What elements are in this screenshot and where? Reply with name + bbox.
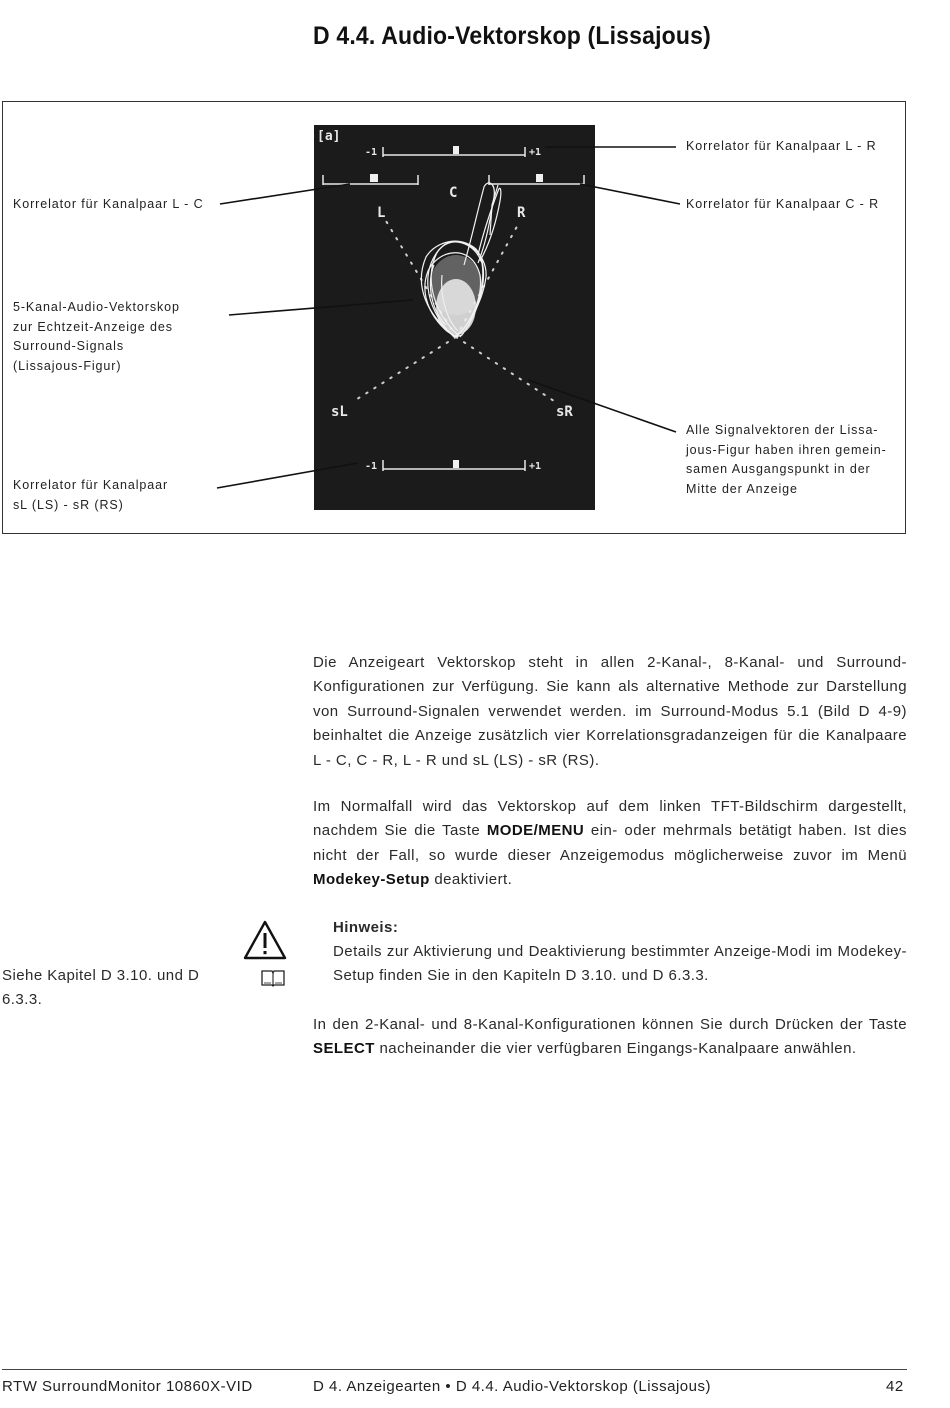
- callout-origin-line: jous-Figur haben ihren gemein-: [686, 442, 887, 457]
- note-text: Details zur Aktivierung und Deaktivierung bestimmter Anzeige-Modi im Modekey-Setup finden Sie in den Kapiteln D 3.10. und D 6.3.3.: [333, 943, 907, 985]
- lissajous-haze: [430, 255, 482, 315]
- callout-correlator-l-c: Korrelator für Kanalpaar L - C: [13, 197, 204, 211]
- channel-sr-label: sR: [556, 404, 573, 420]
- correlator-l-c-indicator: [370, 174, 378, 182]
- note-heading: [333, 916, 907, 940]
- paragraph-select-text: nacheinander die vier verfügbaren Eingangs-Kanalpaare anwählen.: [374, 1040, 857, 1058]
- paragraph-normal-case-text: deaktiviert.: [429, 871, 513, 889]
- channel-c-label: C: [449, 185, 458, 201]
- callout-vectorscope-line: Surround-Signals: [13, 339, 124, 353]
- callout-correlator-sl-sr: [13, 476, 168, 515]
- callout-origin-line: samen Ausgangspunkt in der: [686, 462, 871, 476]
- callout-vectorscope: [13, 298, 180, 376]
- corr-lr-minus-label: -1: [365, 147, 378, 158]
- paragraph-select-text: In den 2-Kanal- und 8-Kanal-Konfigurationen können Sie durch Drücken der Taste: [313, 1016, 907, 1033]
- note-heading-text: Hinweis:: [333, 919, 399, 936]
- corr-slsr-plus-label: +1: [529, 461, 542, 472]
- warning-triangle-icon: [242, 919, 288, 961]
- paragraph-normal-case-text: Im Normalfall wird das Vektorskop auf dem linken TFT-Bildschirm dargestellt, nachdem Sie die Taste: [313, 798, 907, 840]
- vectorscope-graphic: [314, 125, 595, 510]
- footer-rule: [2, 1369, 907, 1370]
- callout-correlator-c-r: Korrelator für Kanalpaar C - R: [686, 197, 880, 211]
- channel-l-label: L: [377, 205, 386, 221]
- callout-correlator-l-r: Korrelator für Kanalpaar L - R: [686, 139, 877, 153]
- book-icon: [260, 968, 286, 988]
- channel-r-label: R: [517, 205, 526, 221]
- vectorscope-display: [314, 125, 595, 510]
- callout-vectorscope-line: zur Echtzeit-Anzeige des: [13, 319, 173, 334]
- key-select: SELECT: [313, 1040, 375, 1058]
- page-title: D 4.4. Audio-Vektorskop (Lissajous): [313, 22, 711, 50]
- paragraph-select: [313, 1013, 907, 1062]
- footer-page-number: 42: [886, 1378, 904, 1395]
- corr-slsr-minus-label: -1: [365, 461, 378, 472]
- paragraph-normal-case: [313, 795, 907, 893]
- callout-common-origin: [686, 421, 887, 499]
- menu-modekey-setup: Modekey-Setup: [313, 871, 430, 889]
- side-reference: Siehe Kapitel D 3.10. und D 6.3.3.: [2, 967, 200, 1008]
- footer-section: D 4. Anzeigearten • D 4.4. Audio-Vektorskop (Lissajous): [313, 1378, 711, 1395]
- correlator-sl-sr-indicator: [453, 460, 459, 468]
- correlator-c-r-indicator: [536, 174, 543, 182]
- callout-vectorscope-line: 5-Kanal-Audio-Vektorskop: [13, 300, 180, 314]
- correlator-l-r-indicator: [453, 146, 459, 154]
- footer-product: RTW SurroundMonitor 10860X-VID: [2, 1378, 253, 1395]
- paragraph-normal-case-text: ein- oder mehrmals betätigt haben. Ist dies nicht der Fall, so wurde dieser Anzeigemodus möglicherweise zuvor im Menü: [313, 822, 907, 864]
- callout-sl-sr-line: sL (LS) - sR (RS): [13, 497, 124, 512]
- paragraph-intro: Die Anzeigeart Vektorskop steht in allen 2-Kanal-, 8-Kanal- und Surround-Konfigurationen zur Verfügung. Sie kann als alternative Methode zur Darstellung von Surround-Signalen verwendet werden. im Surround-Modus 5.1 (Bild D 4-9) beinhaltet die Anzeige zusätzlich vier Korrelationsgradanzeigen für die Kanalpaare L - C, C - R, L - R und sL (LS) - sR (RS).: [313, 654, 907, 769]
- channel-sl-label: sL: [331, 404, 348, 420]
- mode-label: [a]: [317, 129, 341, 144]
- callout-sl-sr-line: Korrelator für Kanalpaar: [13, 478, 169, 492]
- callout-origin-line: Alle Signalvektoren der Lissa-: [686, 423, 879, 437]
- corr-lr-plus-label: +1: [529, 147, 542, 158]
- callout-vectorscope-line: (Lissajous-Figur): [13, 358, 122, 373]
- callout-origin-line: Mitte der Anzeige: [686, 481, 798, 496]
- key-mode-menu: MODE/MENU: [486, 822, 585, 840]
